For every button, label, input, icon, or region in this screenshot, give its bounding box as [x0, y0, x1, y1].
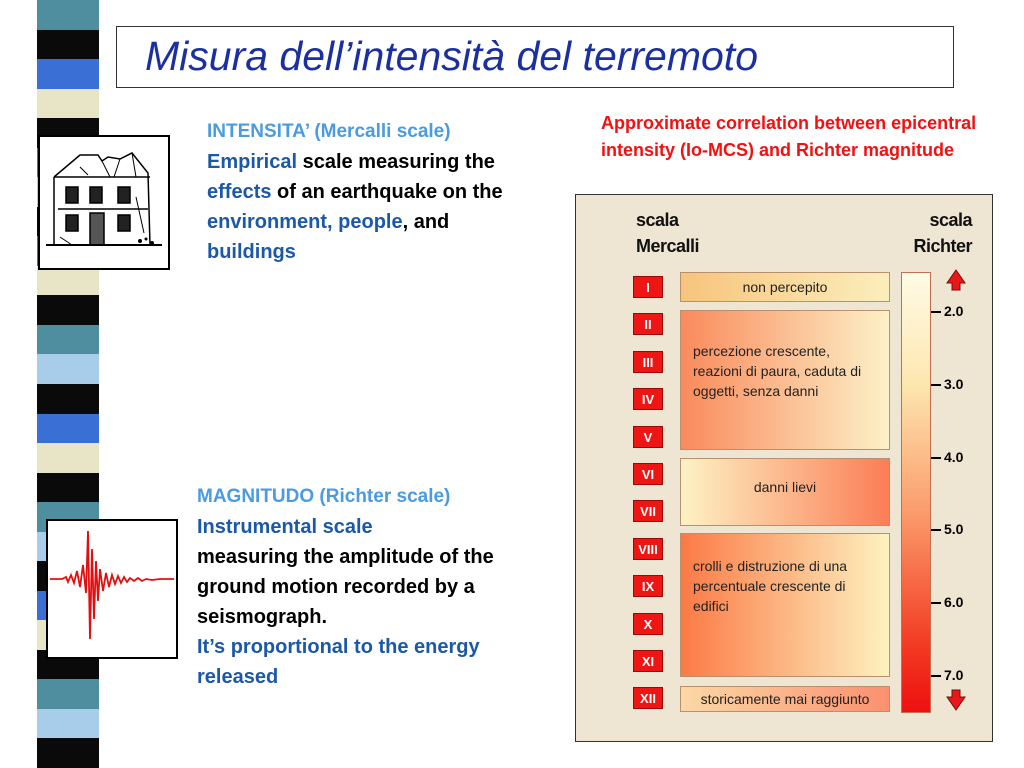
magnitude-body: measuring the amplitude of the ground motion recorded by a seismograph.	[197, 546, 494, 628]
mercalli-degree-ii: II	[633, 313, 663, 335]
richter-value-label: 7.0	[944, 667, 964, 683]
intensity-body	[207, 147, 527, 267]
band-collapse	[680, 533, 890, 677]
arrow-up-icon	[946, 269, 966, 291]
page-title: Misura dell’intensità del terremoto	[145, 33, 758, 79]
intensity-text-1: scale measuring the	[297, 151, 495, 173]
richter-gradient-bar	[901, 272, 931, 713]
band-never-reached	[680, 686, 890, 712]
richter-tick	[931, 457, 941, 459]
mercalli-header-line-1: scala	[636, 210, 679, 230]
band-not-perceived	[680, 272, 890, 302]
mercalli-header-line-2: Mercalli	[636, 236, 700, 256]
stripe-segment	[37, 59, 99, 89]
band-collapse-label: crolli e distruzione di una percentuale crescente di edifici	[693, 558, 848, 614]
mercalli-richter-figure	[575, 194, 993, 742]
stripe-segment	[37, 89, 99, 119]
band-light-damage	[680, 458, 890, 526]
mercalli-degree-xii: XII	[633, 687, 663, 709]
intensity-heading: INTENSITA’ (Mercalli scale)	[207, 121, 451, 142]
band-never-reached-label: storicamente mai raggiunto	[700, 691, 870, 707]
mercalli-degree-i: I	[633, 276, 663, 298]
mercalli-degree-ix: IX	[633, 575, 663, 597]
seismograph-picture	[46, 519, 178, 659]
richter-header	[902, 207, 972, 259]
seismogram-icon	[48, 521, 176, 657]
stripe-segment	[37, 738, 99, 768]
stripe-segment	[37, 295, 99, 325]
band-fear	[680, 310, 890, 450]
empirical-word: Empirical	[207, 151, 298, 173]
richter-tick	[931, 529, 941, 531]
mercalli-degree-v: V	[633, 426, 663, 448]
stripe-segment	[37, 384, 99, 414]
stripe-segment	[37, 473, 99, 503]
band-not-perceived-label: non percepito	[742, 279, 828, 295]
mercalli-degree-iii: III	[633, 351, 663, 373]
mercalli-degree-vii: VII	[633, 500, 663, 522]
mercalli-degree-xi: XI	[633, 650, 663, 672]
richter-value-label: 2.0	[944, 303, 964, 319]
stripe-segment	[37, 325, 99, 355]
magnitude-closing: It’s proportional to the energy released	[197, 636, 480, 688]
stripe-segment	[37, 443, 99, 473]
richter-value-label: 6.0	[944, 594, 964, 611]
magnitude-description	[197, 482, 517, 692]
damaged-house-picture	[38, 135, 170, 270]
richter-value-label: 4.0	[944, 448, 964, 465]
stripe-segment	[37, 354, 99, 384]
stripe-segment	[37, 709, 99, 739]
richter-tick	[931, 602, 941, 604]
richter-value-label: 5.0	[944, 521, 964, 538]
band-fear-label: percezione crescente, reazioni di paura, caduta di oggetti, senza danni	[693, 343, 862, 399]
richter-tick	[931, 675, 941, 677]
richter-tick	[931, 311, 941, 313]
correlation-caption: Approximate correlation between epicentral intensity (Io-MCS) and Richter magnitude	[601, 113, 977, 160]
band-light-damage-label: danni lievi	[753, 479, 817, 495]
stripe-segment	[37, 679, 99, 709]
effects-word: effects	[207, 181, 272, 203]
stripe-segment	[37, 0, 99, 30]
environment-people-words: environment, people	[207, 211, 403, 233]
richter-tick	[931, 384, 941, 386]
magnitude-subheading: Instrumental scale	[197, 516, 373, 538]
richter-value-label: 3.0	[944, 375, 964, 392]
mercalli-degree-iv: IV	[633, 388, 663, 410]
title-box	[116, 26, 954, 88]
intensity-description	[207, 117, 527, 267]
arrow-down-icon	[946, 689, 966, 711]
richter-header-line-1: scala	[929, 210, 972, 230]
damaged-house-icon	[40, 137, 168, 268]
intensity-text-3: , and	[402, 211, 450, 233]
magnitude-heading: MAGNITUDO (Richter scale)	[197, 486, 451, 507]
stripe-segment	[37, 414, 99, 444]
stripe-segment	[37, 30, 99, 60]
intensity-text-2: of an earthquake on the	[271, 181, 503, 203]
mercalli-degree-viii: VIII	[633, 538, 663, 560]
buildings-word: buildings	[207, 241, 296, 263]
mercalli-degree-x: X	[633, 613, 663, 635]
mercalli-header	[636, 207, 699, 259]
mercalli-degree-vi: VI	[633, 463, 663, 485]
richter-header-line-2: Richter	[913, 236, 972, 256]
